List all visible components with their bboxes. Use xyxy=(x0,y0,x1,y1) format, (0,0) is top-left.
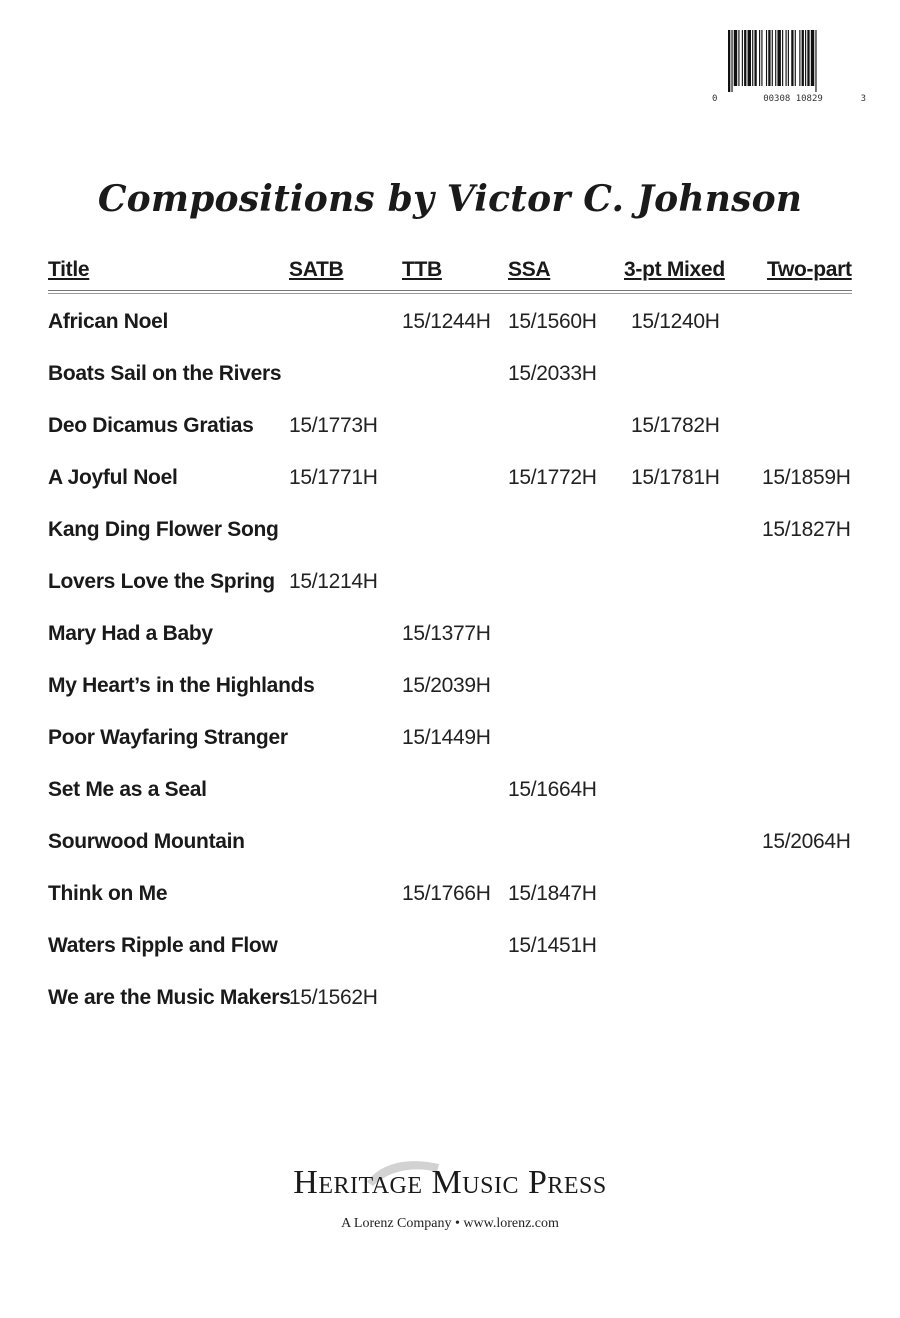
table-row xyxy=(48,869,852,921)
cell-title: Think on Me xyxy=(48,882,168,905)
table-row xyxy=(48,401,852,453)
cell-ssa: 15/1847H xyxy=(508,882,597,905)
cell-title: We are the Music Makers xyxy=(48,986,291,1009)
header-two-part: Two-part xyxy=(767,258,852,281)
table-header xyxy=(48,256,852,291)
cell-satb: 15/1771H xyxy=(289,466,378,489)
cell-title: My Heart’s in the Highlands xyxy=(48,674,315,697)
table-row xyxy=(48,973,852,1025)
cell-satb: 15/1773H xyxy=(289,414,378,437)
table-row xyxy=(48,765,852,817)
table-row xyxy=(48,349,852,401)
barcode-digit-middle: 00308 10829 xyxy=(763,94,823,104)
cell-title: Set Me as a Seal xyxy=(48,778,207,801)
table-row xyxy=(48,713,852,765)
cell-title: Deo Dicamus Gratias xyxy=(48,414,254,437)
header-ttb: TTB xyxy=(402,258,442,281)
barcode-bars xyxy=(728,30,856,92)
publisher-block xyxy=(0,1164,900,1232)
cell-3pt-mixed: 15/1782H xyxy=(631,414,720,437)
compositions-table xyxy=(48,256,852,1009)
cell-two-part: 15/1827H xyxy=(762,518,851,541)
cell-3pt-mixed: 15/1240H xyxy=(631,310,720,333)
barcode xyxy=(712,30,872,110)
table-row xyxy=(48,297,852,349)
header-satb: SATB xyxy=(289,258,344,281)
table-row xyxy=(48,921,852,973)
cell-ttb: 15/1766H xyxy=(402,882,491,905)
cell-ssa: 15/1560H xyxy=(508,310,597,333)
cell-ssa: 15/1664H xyxy=(508,778,597,801)
header-title: Title xyxy=(48,258,90,281)
publisher-name: Heritage Music Press xyxy=(293,1164,607,1201)
cell-title: Kang Ding Flower Song xyxy=(48,518,279,541)
cell-title: Boats Sail on the Rivers xyxy=(48,362,282,385)
cell-satb: 15/1214H xyxy=(289,570,378,593)
table-row xyxy=(48,609,852,661)
cell-ssa: 15/2033H xyxy=(508,362,597,385)
cell-title: Poor Wayfaring Stranger xyxy=(48,726,288,749)
cell-ttb: 15/1244H xyxy=(402,310,491,333)
cell-title: Sourwood Mountain xyxy=(48,830,245,853)
cell-3pt-mixed: 15/1781H xyxy=(631,466,720,489)
table-row xyxy=(48,817,852,869)
publisher-logo xyxy=(293,1164,606,1202)
cell-ttb: 15/1449H xyxy=(402,726,491,749)
barcode-digits xyxy=(712,94,872,104)
table-body xyxy=(48,297,852,1025)
cell-ttb: 15/2039H xyxy=(402,674,491,697)
table-row xyxy=(48,557,852,609)
barcode-digit-right: 3 xyxy=(860,94,866,104)
cell-title: Lovers Love the Spring xyxy=(48,570,275,593)
cell-two-part: 15/1859H xyxy=(762,466,851,489)
cell-title: African Noel xyxy=(48,310,169,333)
header-3pt-mixed: 3-pt Mixed xyxy=(624,258,725,281)
page-title: Compositions by Victor C. Johnson xyxy=(97,178,803,220)
table-row xyxy=(48,505,852,557)
cell-title: Mary Had a Baby xyxy=(48,622,213,645)
publisher-tagline: A Lorenz Company • www.lorenz.com xyxy=(341,1216,559,1231)
table-row xyxy=(48,661,852,713)
cell-two-part: 15/2064H xyxy=(762,830,851,853)
barcode-digit-left: 0 xyxy=(712,94,718,104)
cell-ssa: 15/1772H xyxy=(508,466,597,489)
header-ssa: SSA xyxy=(508,258,551,281)
cell-ttb: 15/1377H xyxy=(402,622,491,645)
table-row xyxy=(48,453,852,505)
cell-title: A Joyful Noel xyxy=(48,466,178,489)
cell-title: Waters Ripple and Flow xyxy=(48,934,278,957)
cell-satb: 15/1562H xyxy=(289,986,378,1009)
cell-ssa: 15/1451H xyxy=(508,934,597,957)
